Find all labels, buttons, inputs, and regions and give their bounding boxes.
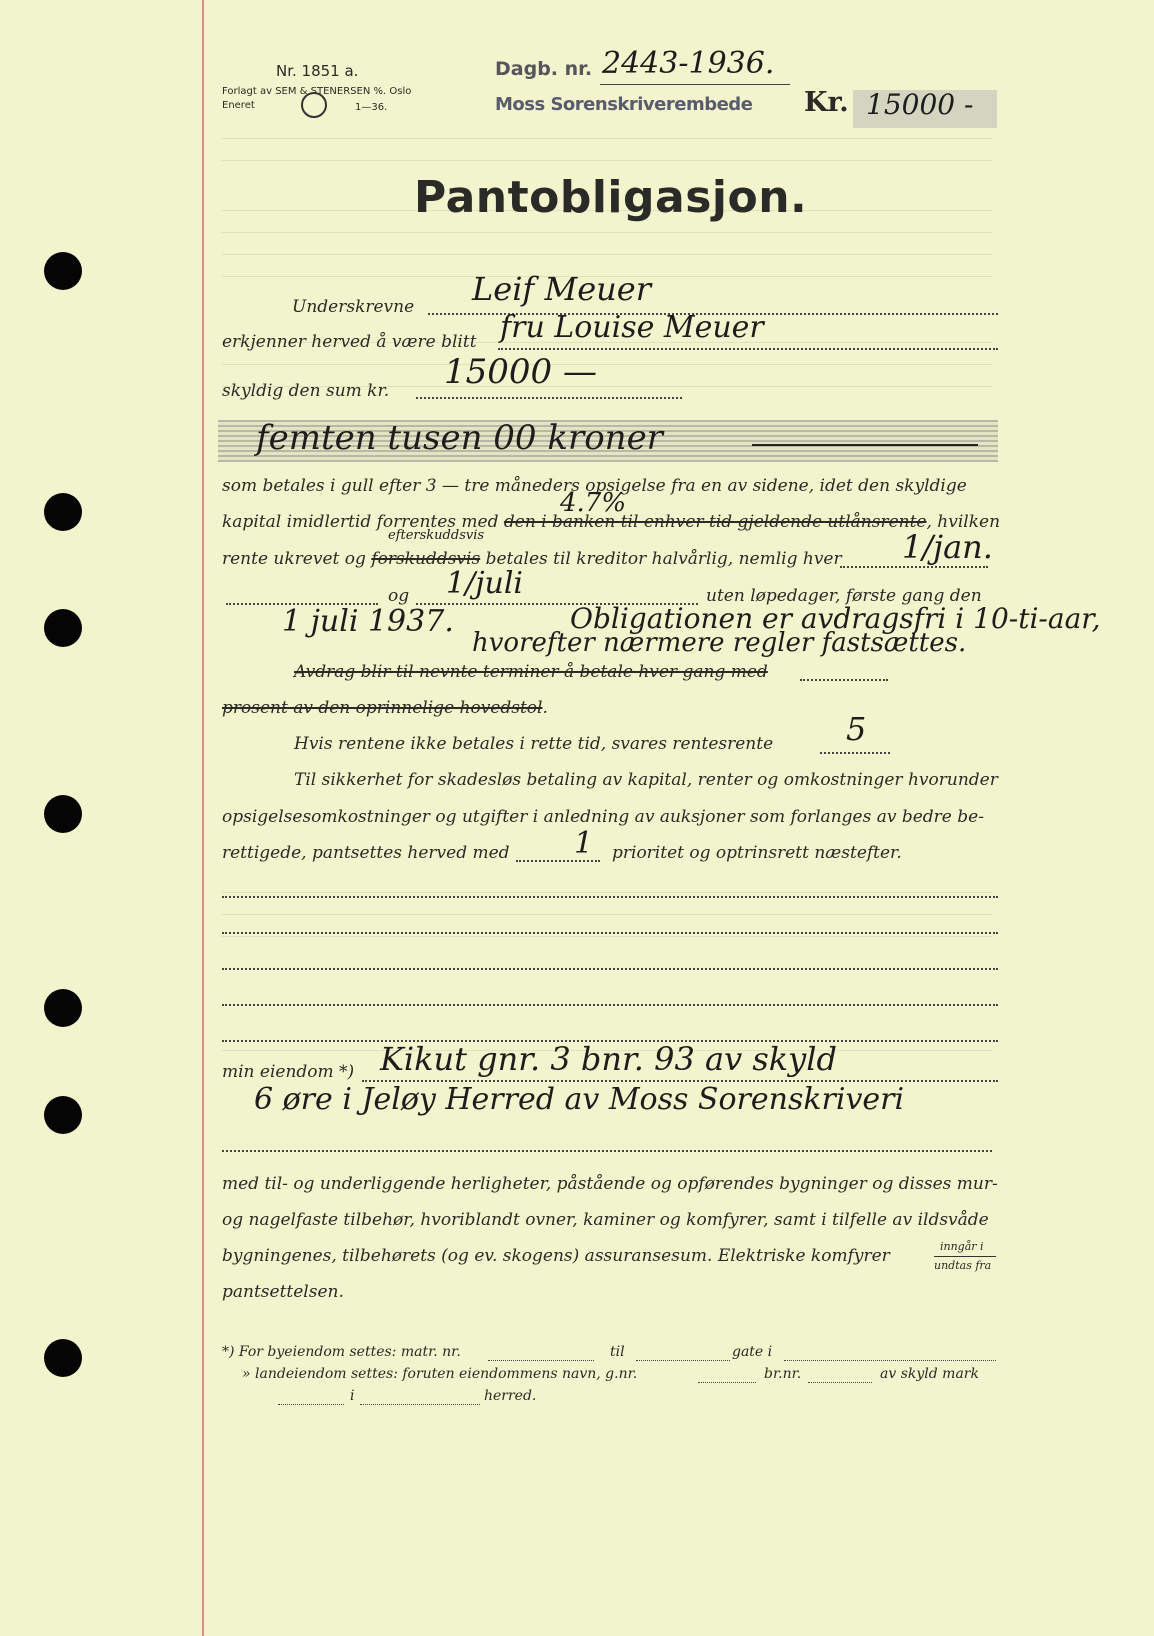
bleed-through xyxy=(222,232,992,241)
clause-line-2: og nagelfaste tilbehør, hvoriblandt ovner, kaminer og komfyrer, samt i tilfelle av ildsvåde xyxy=(222,1210,989,1230)
undersigned-value: Leif Meuer xyxy=(472,270,651,308)
punch-hole xyxy=(44,493,82,531)
document-title: Pantobligasjon. xyxy=(414,172,808,223)
dotted-line xyxy=(222,1150,992,1152)
body-line-11b: prioritet og optrinsrett næstefter. xyxy=(612,843,902,863)
clause-line-4: pantsettelsen. xyxy=(222,1282,344,1302)
bleed-through xyxy=(222,254,992,263)
dotted-line xyxy=(698,1382,756,1383)
body-line-3b: betales til kreditor halvårlig, nemlig hver xyxy=(485,549,842,569)
bleed-through xyxy=(222,364,992,373)
body-line-4-og: og xyxy=(388,586,410,606)
dotted-line xyxy=(840,566,988,568)
dotted-line xyxy=(820,752,890,754)
body-line-2b: , hvilken xyxy=(926,512,1001,532)
inngaar-option: inngår i xyxy=(940,1240,984,1253)
body-line-6 xyxy=(294,662,768,682)
creditor-label: erkjenner herved å være blitt xyxy=(222,332,477,352)
dotted-line xyxy=(360,1404,480,1405)
body-line-3a: rente ukrevet og xyxy=(222,549,366,569)
dagb-underline xyxy=(600,84,790,85)
date-1: 1/jan. xyxy=(902,528,993,566)
office-stamp: Moss Sorenskriverembede xyxy=(495,94,753,115)
bleed-through xyxy=(222,160,992,169)
footnote-2a: » landeiendom settes: foruten eiendommens navn, g.nr. xyxy=(242,1366,638,1382)
dotted-line xyxy=(636,1360,730,1361)
publisher-line: Forlagt av SEM & STENERSEN %. Oslo xyxy=(222,86,412,97)
punch-hole xyxy=(44,989,82,1027)
footnote-2b: br.nr. xyxy=(764,1366,802,1382)
kr-label: Kr. xyxy=(804,87,849,118)
priority-value: 1 xyxy=(574,826,594,861)
footnote-1a: *) For byeiendom settes: matr. nr. xyxy=(222,1344,461,1360)
punch-hole xyxy=(44,609,82,647)
bleed-through xyxy=(222,914,992,923)
dotted-line xyxy=(808,1382,872,1383)
punch-hole xyxy=(44,795,82,833)
struck-text: forskuddsvis xyxy=(371,549,481,569)
footnote-3a: i xyxy=(350,1388,355,1404)
property-line-2: 6 øre i Jeløy Herred av Moss Sorenskriveri xyxy=(254,1082,905,1117)
publisher-eneret: Eneret xyxy=(222,100,255,111)
body-line-3 xyxy=(222,549,842,569)
punch-hole xyxy=(44,1096,82,1134)
body-line-8: Hvis rentene ikke betales i rette tid, svares rentesrente xyxy=(294,734,774,754)
obligation-note-1: Obligationen er avdragsfri i 10-ti-aar, xyxy=(570,602,1101,635)
clause-line-1: med til- og underliggende herligheter, påstående og opførendes bygninger og disses mur- xyxy=(222,1174,998,1194)
dotted-line xyxy=(278,1404,344,1405)
sum-value: 15000 — xyxy=(444,352,597,392)
dagb-number: 2443-1936. xyxy=(602,46,775,81)
clause-line-3: bygningenes, tilbehørets (og ev. skogens) assuransesum. Elektriske komfyrer xyxy=(222,1246,890,1266)
undtas-option: undtas fra xyxy=(934,1259,992,1272)
publisher-date: 1—36. xyxy=(355,102,388,113)
dotted-line xyxy=(498,348,998,350)
kr-amount: 15000 - xyxy=(866,88,974,121)
property-line-1: Kikut gnr. 3 bnr. 93 av skyld xyxy=(380,1040,837,1078)
punch-hole xyxy=(44,1339,82,1377)
first-payment-date: 1 juli 1937. xyxy=(282,604,454,639)
body-line-2a: kapital imidlertid forrentes med xyxy=(222,512,499,532)
footnote-1c: gate i xyxy=(732,1344,773,1360)
dotted-line xyxy=(222,932,998,934)
struck-text: prosent av den oprinnelige hovedstol xyxy=(222,698,543,718)
dotted-line xyxy=(222,1004,998,1006)
body-line-9: Til sikkerhet for skadesløs betaling av kapital, renter og omkostninger hvorunder xyxy=(294,770,998,790)
insert-above: efterskuddsvis xyxy=(388,528,485,543)
obligation-note-2: hvorefter nærmere regler fastsættes. xyxy=(472,628,967,658)
margin-line xyxy=(202,0,204,1636)
option-divider xyxy=(934,1256,996,1257)
dotted-line xyxy=(488,1360,594,1361)
undersigned-label: Underskrevne xyxy=(292,297,415,317)
body-line-1: som betales i gull efter 3 — tre måneders opsigelse fra en av sidene, idet den skyldige xyxy=(222,476,967,496)
sum-label: skyldig den sum kr. xyxy=(222,381,390,401)
punch-hole xyxy=(44,252,82,290)
body-line-11a: rettigede, pantsettes herved med xyxy=(222,843,510,863)
dagb-label: Dagb. nr. xyxy=(495,58,593,80)
dotted-line xyxy=(416,397,682,399)
footnote-2c: av skyld mark xyxy=(880,1366,979,1382)
property-label: min eiendom *) xyxy=(222,1062,355,1082)
publisher-seal-icon xyxy=(301,92,327,118)
body-line-2 xyxy=(222,512,1000,532)
struck-text: Avdrag blir til nevnte terminer å betale hver gang med xyxy=(294,662,768,682)
body-line-4b: uten løpedager, første gang den xyxy=(706,586,982,606)
dotted-line xyxy=(222,896,998,898)
body-line-7: prosent av den oprinnelige hovedstol. xyxy=(222,698,548,718)
footnote-3b: herred. xyxy=(484,1388,537,1404)
footnote-1b: til xyxy=(610,1344,625,1360)
creditor-value: fru Louise Meuer xyxy=(500,310,764,345)
interest-rate: 4.7% xyxy=(560,488,627,518)
sum-in-words: femten tusen 00 kroner xyxy=(256,418,663,458)
compound-interest-value: 5 xyxy=(846,710,867,748)
bleed-through xyxy=(222,138,992,147)
form-number: Nr. 1851 a. xyxy=(276,62,359,80)
body-line-10: opsigelsesomkostninger og utgifter i anledning av auksjoner som forlanges av bedre be- xyxy=(222,807,984,827)
dotted-line xyxy=(784,1360,996,1361)
dotted-line xyxy=(222,968,998,970)
struck-text: den i banken til enhver tid gjeldende utlånsrente xyxy=(503,512,927,532)
fill-line xyxy=(752,444,978,446)
dotted-line xyxy=(800,679,888,681)
date-2: 1/juli xyxy=(446,566,524,601)
bleed-through xyxy=(222,936,992,945)
